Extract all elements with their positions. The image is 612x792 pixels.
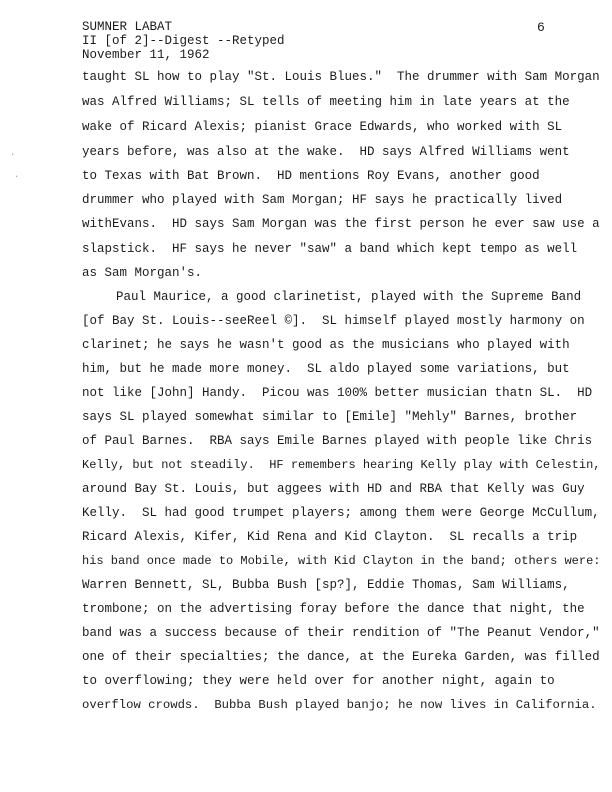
body-line: to overflowing; they were held over for another night, again to: [82, 674, 555, 688]
body-line: as Sam Morgan's.: [82, 266, 203, 280]
body-line: around Bay St. Louis, but aggees with HD and RBA that Kelly was Guy: [82, 482, 585, 496]
body-line: slapstick. HF says he never "saw" a band which kept tempo as well: [82, 242, 578, 256]
body-line: Kelly. SL had good trumpet players; among them were George McCullum,: [82, 506, 600, 520]
body-line: years before, was also at the wake. HD says Alfred Williams went: [82, 145, 570, 159]
body-line: taught SL how to play "St. Louis Blues." The drummer with Sam Morgan: [82, 70, 600, 84]
body-line: drummer who played with Sam Morgan; HF says he practically lived: [82, 193, 563, 207]
header-date: November 11, 1962: [82, 48, 210, 62]
body-line: Kelly, but not steadily. HF remembers hearing Kelly play with Celestin,: [82, 458, 601, 472]
body-line: Ricard Alexis, Kifer, Kid Rena and Kid Clayton. SL recalls a trip: [82, 530, 578, 544]
body-line: band was a success because of their rendition of "The Peanut Vendor,": [82, 626, 600, 640]
header-name: SUMNER LABAT: [82, 20, 173, 34]
paragraph-start-line: Paul Maurice, a good clarinetist, played with the Supreme Band: [116, 290, 582, 304]
page-number: 6: [537, 20, 545, 35]
body-line: clarinet; he says he wasn't good as the musicians who played with: [82, 338, 570, 352]
body-line: withEvans. HD says Sam Morgan was the first person he ever saw use a: [82, 217, 600, 231]
body-line: to Texas with Bat Brown. HD mentions Roy Evans, another good: [82, 169, 540, 183]
body-line: Warren Bennett, SL, Bubba Bush [sp?], Eddie Thomas, Sam Williams,: [82, 578, 570, 592]
body-line: wake of Ricard Alexis; pianist Grace Edwards, who worked with SL: [82, 120, 563, 134]
body-line: trombone; on the advertising foray before the dance that night, the: [82, 602, 585, 616]
body-line: [of Bay St. Louis--seeReel ©]. SL himself played mostly harmony on: [82, 314, 585, 328]
body-line: was Alfred Williams; SL tells of meeting him in late years at the: [82, 95, 570, 109]
body-line: him, but he made more money. SL aldo played some variations, but: [82, 362, 570, 376]
scan-speck: ·: [14, 172, 20, 182]
body-line: not like [John] Handy. Picou was 100% better musician thatn SL. HD: [82, 386, 593, 400]
body-line: his band once made to Mobile, with Kid Clayton in the band; others were:: [82, 554, 601, 568]
body-line: of Paul Barnes. RBA says Emile Barnes played with people like Chris: [82, 434, 593, 448]
scan-speck: ·: [10, 150, 16, 160]
body-line: one of their specialties; the dance, at the Eureka Garden, was filled: [82, 650, 600, 664]
header-reel: II [of 2]--Digest --Retyped: [82, 34, 285, 48]
body-line: overflow crowds. Bubba Bush played banjo; he now lives in California.: [82, 698, 597, 712]
body-line: says SL played somewhat similar to [Emile] "Mehly" Barnes, brother: [82, 410, 578, 424]
